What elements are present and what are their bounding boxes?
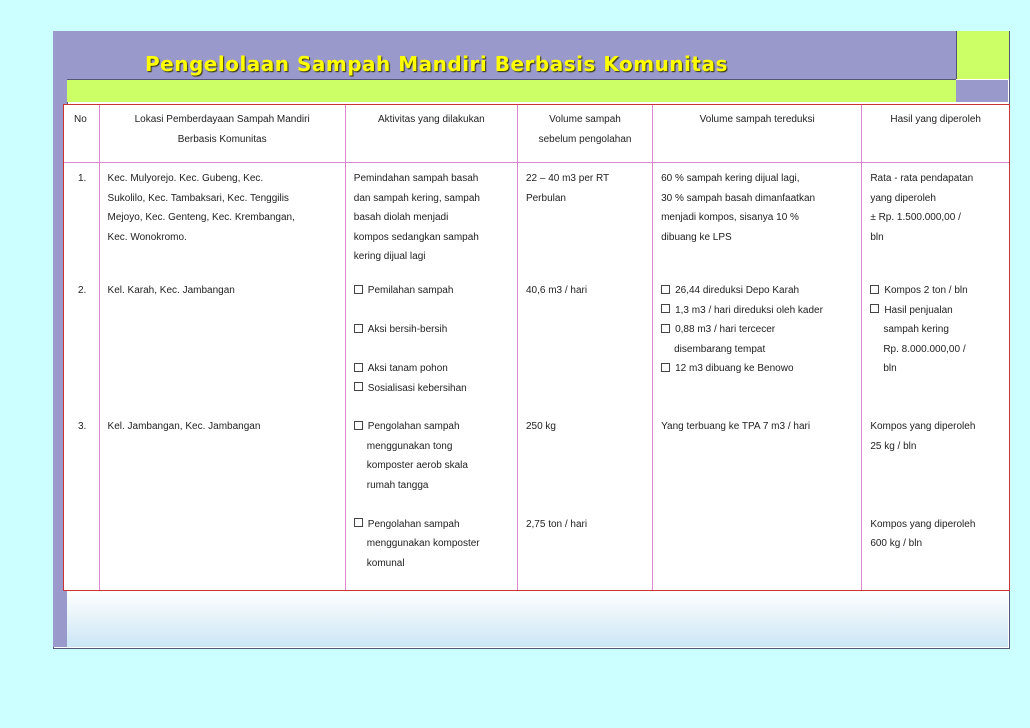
bullet-item <box>661 320 853 340</box>
cell-hasil <box>862 163 1009 282</box>
bullet-text: Kompos 2 ton / bln <box>884 285 968 296</box>
header-hasil: Hasil yang diperoleh <box>862 105 1009 163</box>
checkbox-bullet-icon <box>661 304 670 313</box>
cell-line: Kec. Mulyorejo. Kec. Gubeng, Kec. <box>107 173 264 184</box>
cell-hasil <box>862 417 1009 590</box>
accent-bar <box>67 80 956 102</box>
cell-line: bln <box>883 363 897 374</box>
cell-line: Pemindahan sampah basah <box>353 173 479 184</box>
bullet-text: Aksi bersih-bersih <box>367 324 448 335</box>
bullet-item <box>661 281 853 301</box>
cell-line: kompos sedangkan sampah <box>353 231 479 243</box>
header-no: No <box>64 105 99 163</box>
cell-volume <box>517 281 652 417</box>
bullet-item <box>354 281 509 301</box>
bullet-item <box>354 379 509 399</box>
bullet-item <box>661 301 853 321</box>
cell-volume <box>517 417 652 590</box>
cell-lokasi <box>99 163 345 282</box>
header-lokasi-line: Berbasis Komunitas <box>177 133 267 145</box>
header-lokasi-line: Lokasi Pemberdayaan Sampah Mandiri <box>134 114 310 125</box>
cell-line: dibuang ke LPS <box>661 231 732 243</box>
header-tereduksi: Volume sampah tereduksi <box>653 105 862 163</box>
bullet-text: Aksi tanam pohon <box>367 363 448 374</box>
cell-tereduksi <box>653 281 862 417</box>
data-table-frame <box>63 104 1010 591</box>
cell-lokasi <box>99 281 345 417</box>
bullet-text: 12 m3 dibuang ke Benowo <box>675 363 794 374</box>
cell-line: menggunakan komposter <box>366 538 480 549</box>
table-row <box>64 417 1009 590</box>
cell-line: 25 kg / bln <box>870 440 917 452</box>
checkbox-bullet-icon <box>870 304 879 313</box>
cell-line: bln <box>870 231 884 243</box>
checkbox-bullet-icon <box>354 285 363 294</box>
checkbox-bullet-icon <box>870 285 879 294</box>
bullet-text: Pengolahan sampah <box>367 421 460 432</box>
header-aktivitas: Aktivitas yang dilakukan <box>345 105 517 163</box>
cell-line: disembarang tempat <box>674 343 766 355</box>
bullet-item <box>661 359 853 379</box>
checkbox-bullet-icon <box>661 363 670 372</box>
cell-line: Kompos yang diperoleh <box>870 518 976 530</box>
cell-line: 40,6 m3 / hari <box>525 285 588 296</box>
cell-line: Rata - rata pendapatan <box>870 173 974 184</box>
checkbox-bullet-icon <box>661 285 670 294</box>
header-volume-line: Volume sampah <box>549 114 621 125</box>
cell-line: Kompos yang diperoleh <box>870 421 976 432</box>
bullet-item <box>354 417 509 437</box>
bullet-text: 0,88 m3 / hari tercecer <box>675 324 776 335</box>
cell-line: 60 % sampah kering dijual lagi, <box>661 173 800 184</box>
checkbox-bullet-icon <box>354 518 363 527</box>
cell-no: 1. <box>64 163 99 282</box>
cell-line: 30 % sampah basah dimanfaatkan <box>661 192 816 204</box>
table-row <box>64 281 1009 417</box>
bullet-text: Hasil penjualan <box>884 304 953 316</box>
cell-volume <box>517 163 652 282</box>
cell-line: kering dijual lagi <box>353 251 426 262</box>
cell-no: 3. <box>64 417 99 590</box>
cell-line: ± Rp. 1.500.000,00 / <box>870 212 961 223</box>
cell-hasil <box>862 281 1009 417</box>
bullet-item <box>354 320 509 340</box>
cell-tereduksi <box>653 163 862 282</box>
header-volume <box>517 105 652 163</box>
checkbox-bullet-icon <box>354 382 363 391</box>
cell-aktivitas <box>345 417 517 590</box>
cell-line: basah diolah menjadi <box>353 212 449 223</box>
cell-line: Rp. 8.000.000,00 / <box>883 343 966 355</box>
cell-aktivitas <box>345 163 517 282</box>
checkbox-bullet-icon <box>354 363 363 372</box>
table-header-row <box>64 105 1009 163</box>
bullet-text: Pemilahan sampah <box>367 285 454 296</box>
cell-line: Mejoyo, Kec. Genteng, Kec. Krembangan, <box>107 212 295 223</box>
bullet-item <box>870 301 1001 321</box>
bullet-text: Sosialisasi kebersihan <box>367 382 467 394</box>
cell-line: Sukolilo, Kec. Tambaksari, Kec. Tenggilis <box>107 192 289 204</box>
cell-line: 250 kg <box>525 421 556 432</box>
cell-line: yang diperoleh <box>870 192 936 204</box>
cell-line: komunal <box>366 557 405 569</box>
bottom-gradient <box>67 590 1008 647</box>
cell-line: 22 – 40 m3 per RT <box>525 173 610 184</box>
checkbox-bullet-icon <box>354 421 363 430</box>
cell-line: Kec. Wonokromo. <box>107 231 187 243</box>
checkbox-bullet-icon <box>661 324 670 333</box>
bullet-item <box>354 515 509 535</box>
cell-line: menggunakan tong <box>366 440 453 452</box>
cell-tereduksi <box>653 417 862 590</box>
cell-line: sampah kering <box>883 324 949 335</box>
cell-line: 2,75 ton / hari <box>525 518 588 530</box>
cell-lokasi <box>99 417 345 590</box>
cell-aktivitas <box>345 281 517 417</box>
checkbox-bullet-icon <box>354 324 363 333</box>
cell-line: komposter aerob skala <box>366 460 468 471</box>
bullet-item <box>354 359 509 379</box>
cell-line: dan sampah kering, sampah <box>353 192 480 204</box>
cell-line: menjadi kompos, sisanya 10 % <box>661 212 799 223</box>
bullet-text: 26,44 direduksi Depo Karah <box>675 285 800 296</box>
cell-line: Yang terbuang ke TPA 7 m3 / hari <box>661 421 811 432</box>
cell-line: Kel. Karah, Kec. Jambangan <box>107 285 235 296</box>
cell-line: 600 kg / bln <box>870 538 923 549</box>
title-corner-box <box>956 31 1009 79</box>
bullet-text: 1,3 m3 / hari direduksi oleh kader <box>675 304 823 316</box>
cell-line: rumah tangga <box>366 479 429 491</box>
cell-line: Perbulan <box>525 192 566 204</box>
data-table <box>64 105 1009 590</box>
bullet-text: Pengolahan sampah <box>367 518 460 530</box>
header-volume-line: sebelum pengolahan <box>538 133 632 145</box>
accent-corner-box <box>956 80 1008 102</box>
header-lokasi <box>99 105 345 163</box>
page-title: Pengelolaan Sampah Mandiri Berbasis Komunitas <box>145 52 728 76</box>
cell-no: 2. <box>64 281 99 417</box>
bullet-item <box>870 281 1001 301</box>
cell-line: Kel. Jambangan, Kec. Jambangan <box>107 421 261 432</box>
table-row <box>64 163 1009 282</box>
